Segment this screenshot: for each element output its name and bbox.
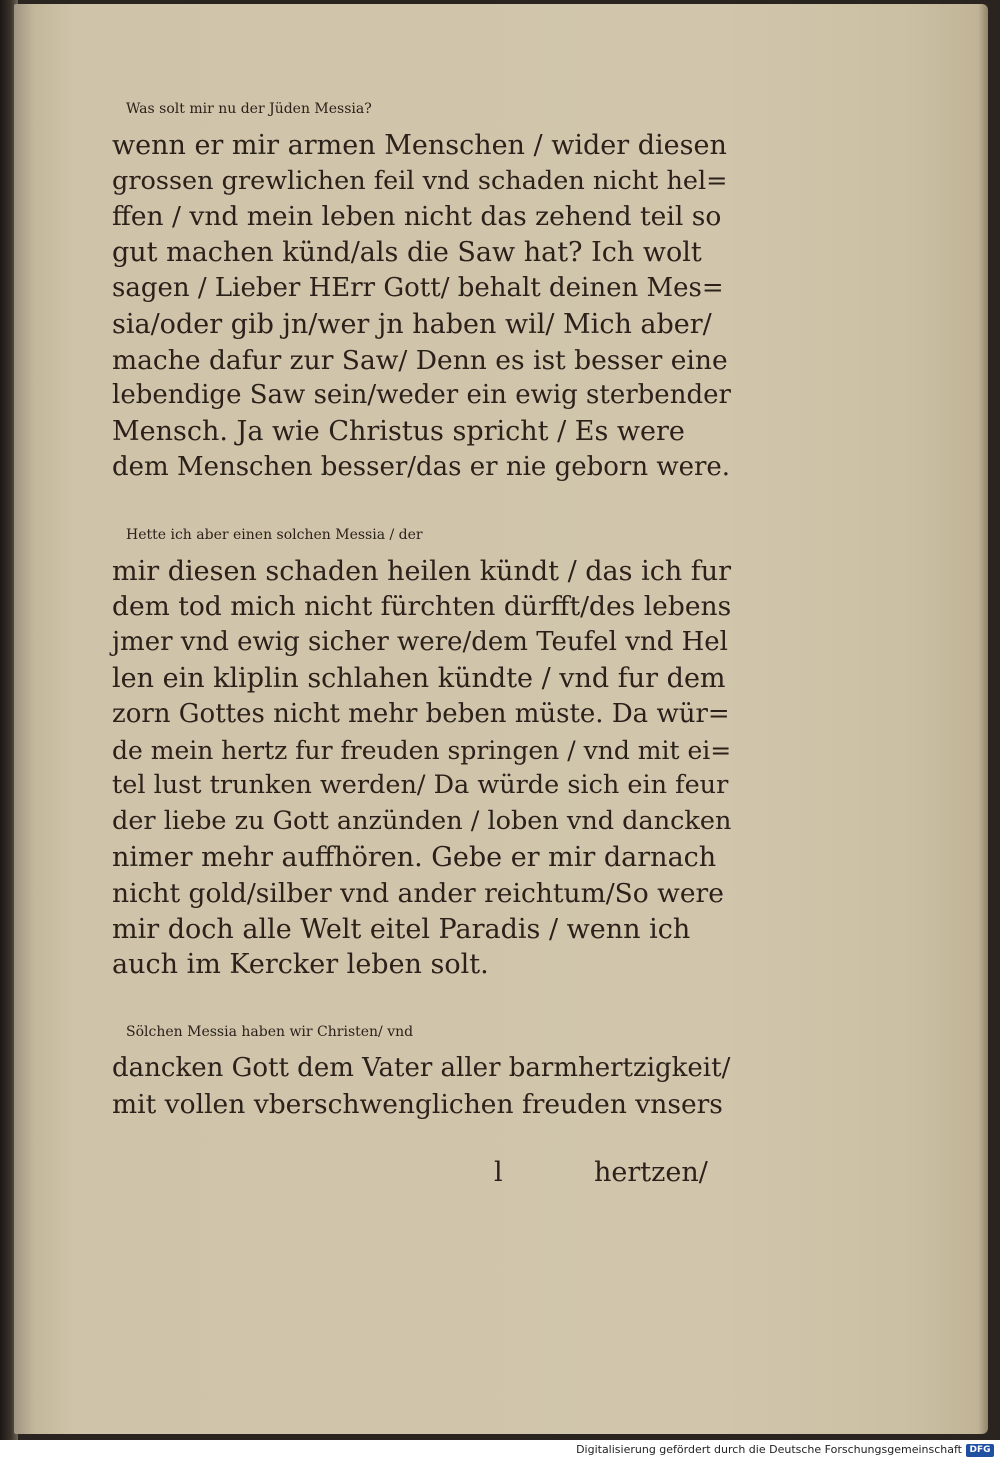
text-line: len ein kliplin schlahen kündte / vnd fur dem: [112, 662, 726, 694]
paragraph-3: [112, 1015, 732, 1122]
text-line: mit vollen vberschwenglichen freuden vnsers: [112, 1088, 723, 1120]
text-line: Was solt mir nu der Jüden Messia?: [126, 101, 372, 117]
paragraph-1: [112, 92, 732, 486]
text-line: dancken Gott dem Vater aller barmhertzigkeit/: [112, 1052, 731, 1083]
text-line: lebendige Saw sein/weder ein ewig sterbender: [112, 380, 731, 411]
text-line: tel lust trunken werden/ Da würde sich ein feur: [112, 770, 729, 801]
text-line: nimer mehr auffhören. Gebe er mir darnach: [112, 841, 717, 873]
text-line: Mensch. Ja wie Christus spricht / Es were: [112, 416, 685, 448]
text-line: mir diesen schaden heilen kündt / das ich fur: [112, 555, 732, 587]
text-line: Hette ich aber einen solchen Messia / der: [126, 526, 423, 543]
signature-mark: l: [494, 1156, 503, 1188]
text-line: auch im Kercker leben solt.: [112, 949, 489, 981]
page-text: [112, 92, 732, 1190]
text-line: gut machen künd/als die Saw hat? Ich wolt: [112, 237, 702, 269]
text-line: Sölchen Messia haben wir Christen/ vnd: [126, 1024, 414, 1041]
dfg-logo: DFG: [966, 1444, 994, 1457]
catchword: hertzen/: [594, 1156, 708, 1188]
text-line: sia/oder gib jn/wer jn haben wil/ Mich aber/: [112, 308, 712, 340]
text-line: wenn er mir armen Menschen / wider diesen: [112, 129, 727, 161]
text-line: dem Menschen besser/das er nie geborn were.: [112, 451, 731, 482]
text-line: dem tod mich nicht fürchten dürfft/des lebens: [112, 591, 732, 623]
text-line: jmer vnd ewig sicher were/dem Teufel vnd Hel: [112, 627, 728, 658]
text-line: nicht gold/silber vnd ander reichtum/So were: [112, 877, 724, 909]
text-line: sagen / Lieber HErr Gott/ behalt deinen Mes=: [112, 272, 724, 303]
page-foot-row: [112, 1155, 732, 1191]
text-line: zorn Gottes nicht mehr beben müste. Da wür=: [112, 698, 730, 729]
page-edge-shadow: [978, 4, 988, 1434]
text-line: ffen / vnd mein leben nicht das zehend teil so: [112, 201, 722, 233]
text-line: grossen grewlichen feil vnd schaden nicht hel=: [112, 165, 728, 196]
paragraph-2: [112, 518, 732, 983]
text-line: de mein hertz fur freuden springen / vnd mit ei=: [112, 735, 732, 765]
text-line: mache dafur zur Saw/ Denn es ist besser eine: [112, 344, 728, 376]
text-line: der liebe zu Gott anzünden / loben vnd dancken: [112, 806, 732, 837]
funding-credit: Digitalisierung gefördert durch die Deutsche Forschungsgemeinschaft: [576, 1443, 962, 1456]
text-line: mir doch alle Welt eitel Paradis / wenn ich: [112, 913, 691, 945]
